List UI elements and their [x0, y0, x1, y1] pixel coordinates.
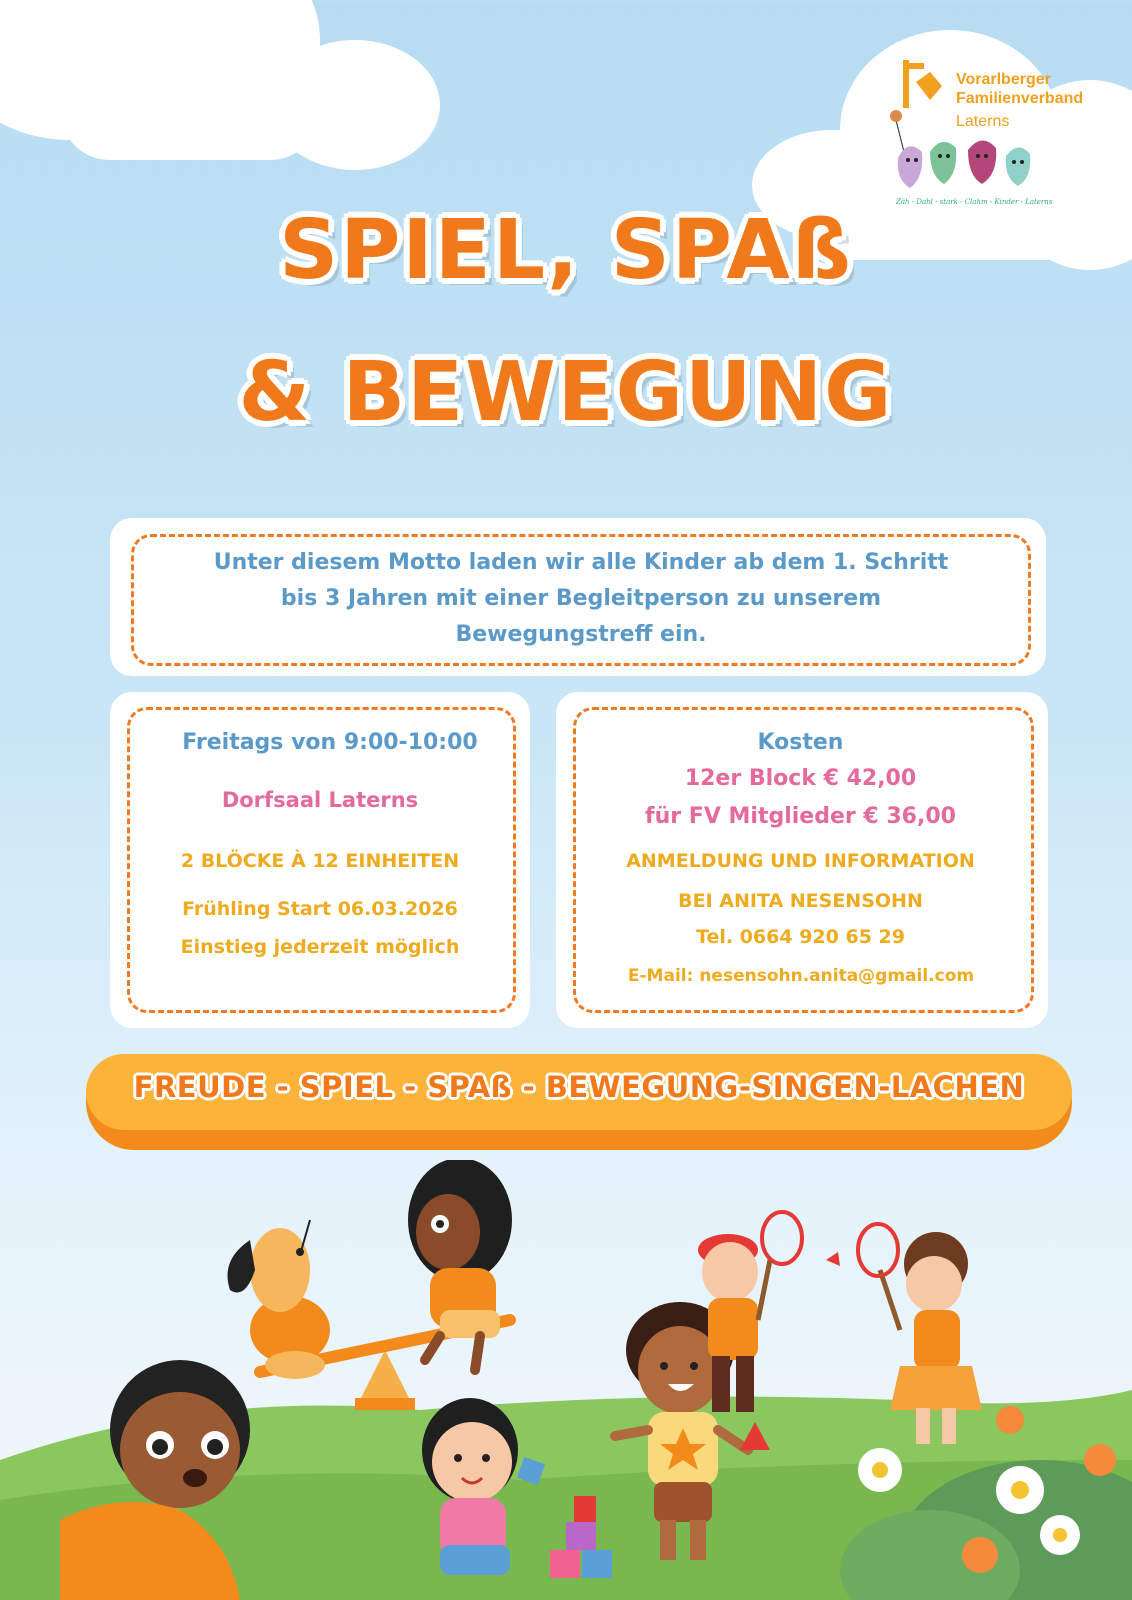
intro-line-2: bis 3 Jahren mit einer Begleitperson zu unserem — [280, 586, 882, 611]
schedule-time: Freitags von 9:00-10:00 — [182, 730, 478, 755]
logo-line-3: Laterns — [956, 113, 1010, 130]
costs-email[interactable]: E-Mail: nesensohn.anita@gmail.com — [627, 966, 975, 986]
costs-contact-name: BEI ANITA NESENSOHN — [678, 890, 923, 912]
logo-line-1: Vorarlberger — [956, 71, 1051, 88]
intro-line-3: Bewegungstreff ein. — [455, 622, 707, 647]
boy-racket-icon — [698, 1212, 802, 1412]
intro-line-1: Unter diesem Motto laden wir alle Kinder ab dem 1. Schritt — [213, 550, 949, 575]
costs-member-price: für FV Mitglieder € 36,00 — [645, 804, 956, 829]
costs-block-price: 12er Block € 42,00 — [684, 766, 917, 791]
banner-text: FREUDE - SPIEL - SPAß - BEWEGUNG-SINGEN-LACHEN — [133, 1070, 1025, 1104]
logo-figures-icon — [890, 108, 1070, 198]
schedule-location: Dorfsaal Laterns — [221, 788, 419, 812]
dog-icon — [228, 1220, 331, 1379]
schedule-blocks: 2 BLÖCKE À 12 EINHEITEN — [180, 850, 460, 872]
logo-script: Zäh - Dahl - stark - Clahm - Kinder - Laterns — [896, 198, 1053, 206]
headline-line-2: & BEWEGUNG — [238, 345, 894, 440]
logo-mark-icon — [902, 60, 946, 110]
costs-registration: ANMELDUNG UND INFORMATION — [626, 850, 975, 872]
costs-phone: Tel. 0664 920 65 29 — [696, 926, 905, 948]
headline-line-1: SPIEL, SPAß — [279, 203, 853, 298]
costs-title: Kosten — [757, 730, 844, 755]
schedule-start: Frühling Start 06.03.2026 — [182, 898, 458, 920]
schedule-entry: Einstieg jederzeit möglich — [180, 936, 460, 958]
kids-illustration — [0, 1160, 1132, 1600]
logo-line-2: Familienverband — [956, 90, 1084, 107]
